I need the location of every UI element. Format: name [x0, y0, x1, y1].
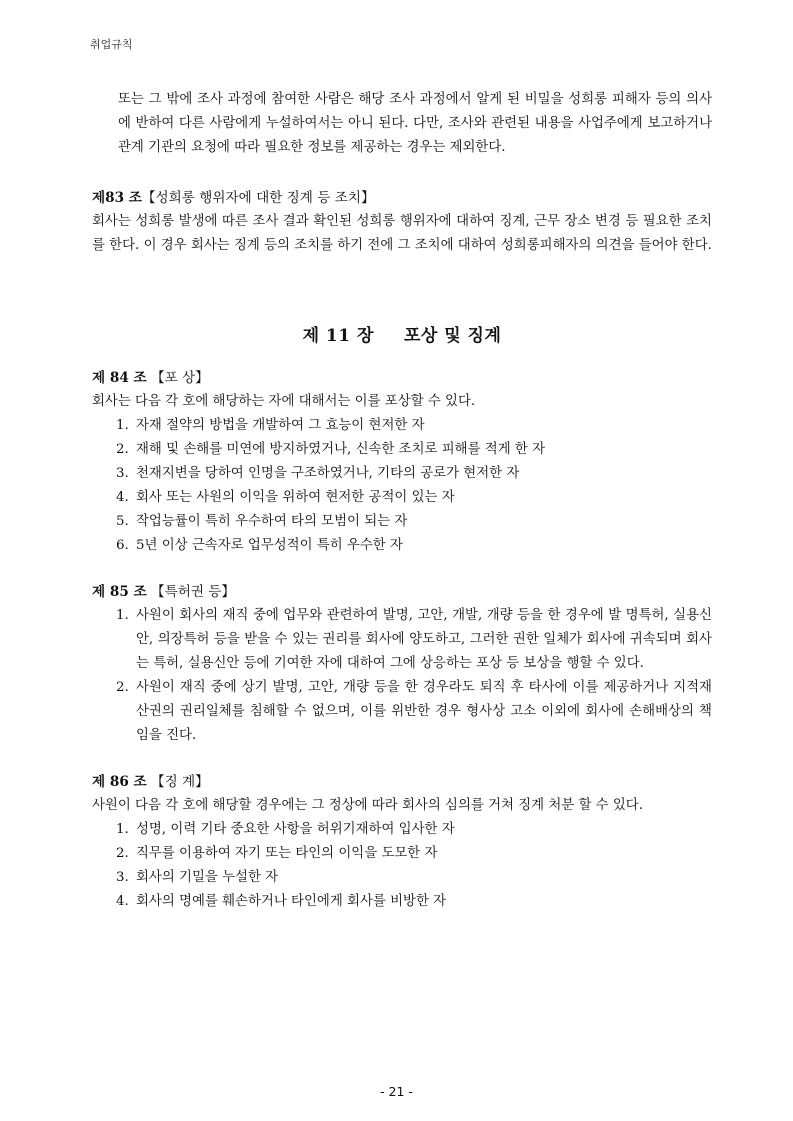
article-body: 회사는 성희롱 발생에 따른 조사 결과 확인된 성희롱 행위자에 대하여 징계, 근무 장소 변경 등 필요한 조치를 한다. 이 경우 회사는 징계 등의 조치를 하기 전에 그 조치에 대하여 성희롱피해자의 의견을 들어야 한다.: [92, 214, 712, 253]
article-heading: [92, 366, 712, 390]
article-85: [92, 580, 712, 748]
list-item: 3. 천재지변을 당하여 인명을 구조하였거나, 기타의 공로가 현저한 자: [116, 466, 520, 481]
article-body: 회사는 다음 각 호에 해당하는 자에 대해서는 이를 포상할 수 있다.: [92, 394, 476, 409]
list-item: 1. 자재 절약의 방법을 개발하여 그 효능이 현저한 자: [116, 418, 425, 433]
list-item: 4. 회사의 명예를 훼손하거나 타인에게 회사를 비방한 자: [116, 894, 447, 909]
article-heading: [92, 770, 712, 794]
list-item: 3. 회사의 기밀을 누설한 자: [116, 870, 279, 885]
article-number: 제83 조: [92, 190, 142, 206]
article-84: [92, 366, 712, 558]
article-title: 【성희롱 행위자에 대한 징계 등 조치】: [141, 190, 375, 206]
list-item: 2. 사원이 재직 중에 상기 발명, 고안, 개량 등을 한 경우라도 퇴직 후 타사에 이를 제공하거나 지적재산권의 권리일체를 침해할 수 없으며, 이를 위반한 경우 형사상 고소 이외에 회사에 손해배상의 책임을 진다.: [116, 680, 712, 743]
list-item: 6. 5년 이상 근속자로 업무성적이 특히 우수한 자: [116, 538, 403, 553]
article-heading: [92, 186, 712, 210]
item-list: [92, 818, 712, 914]
article-title: 【포 상】: [150, 370, 209, 386]
item-list: [92, 414, 712, 558]
chapter-title: 포상 및 징계: [403, 326, 502, 346]
list-item: 1. 사원이 회사의 재직 중에 업무와 관련하여 발명, 고안, 개발, 개량 등을 한 경우에 발 명특허, 실용신안, 의장특허 등을 받을 수 있는 권리를 회사에 양도하고, 그러한 권한 일체가 회사에 귀속되며 회사는 특허, 실용신안 등에 기여한 자에 대하여 그에 상응하는 포상 등 보상을 행할 수 있다.: [116, 608, 712, 671]
chapter-heading: [92, 324, 712, 348]
article-number: 제 86 조: [92, 774, 147, 790]
continuation-paragraph: 또는 그 밖에 조사 과정에 참여한 사람은 해당 조사 과정에서 알게 된 비밀을 성희롱 피해자 등의 의사에 반하여 다른 사람에게 누설하여서는 아니 된다. 다만, 조사와 관련된 내용을 사업주에게 보고하거나 관계 기관의 요청에 따라 필요한 정보를 제공하는 경우는 제외한다.: [118, 92, 712, 155]
list-item: 2. 재해 및 손해를 미연에 방지하였거나, 신속한 조치로 피해를 적게 한 자: [116, 442, 546, 457]
article-body: 사원이 다음 각 호에 해당할 경우에는 그 정상에 따라 회사의 심의를 거쳐 징계 처분 할 수 있다.: [92, 798, 643, 813]
article-title: 【특허권 등】: [150, 584, 236, 600]
list-item: 4. 회사 또는 사원의 이익을 위하여 현저한 공적이 있는 자: [116, 490, 455, 505]
page-number: - 21 -: [380, 1084, 413, 1099]
running-header: 취업규칙: [90, 38, 133, 51]
document-body: [92, 88, 712, 914]
article-83: [92, 186, 712, 258]
list-item: 5. 작업능률이 특히 우수하여 타의 모범이 되는 자: [116, 514, 408, 529]
list-item: 2. 직무를 이용하여 자기 또는 타인의 이익을 도모한 자: [116, 846, 438, 861]
article-86: [92, 770, 712, 914]
chapter-number: 제 11 장: [302, 326, 374, 346]
article-title: 【징 계】: [150, 774, 209, 790]
article-number: 제 85 조: [92, 584, 147, 600]
article-number: 제 84 조: [92, 370, 147, 386]
article-heading: [92, 580, 712, 604]
item-list: [92, 604, 712, 748]
list-item: 1. 성명, 이력 기타 중요한 사항을 허위기재하여 입사한 자: [116, 822, 455, 837]
